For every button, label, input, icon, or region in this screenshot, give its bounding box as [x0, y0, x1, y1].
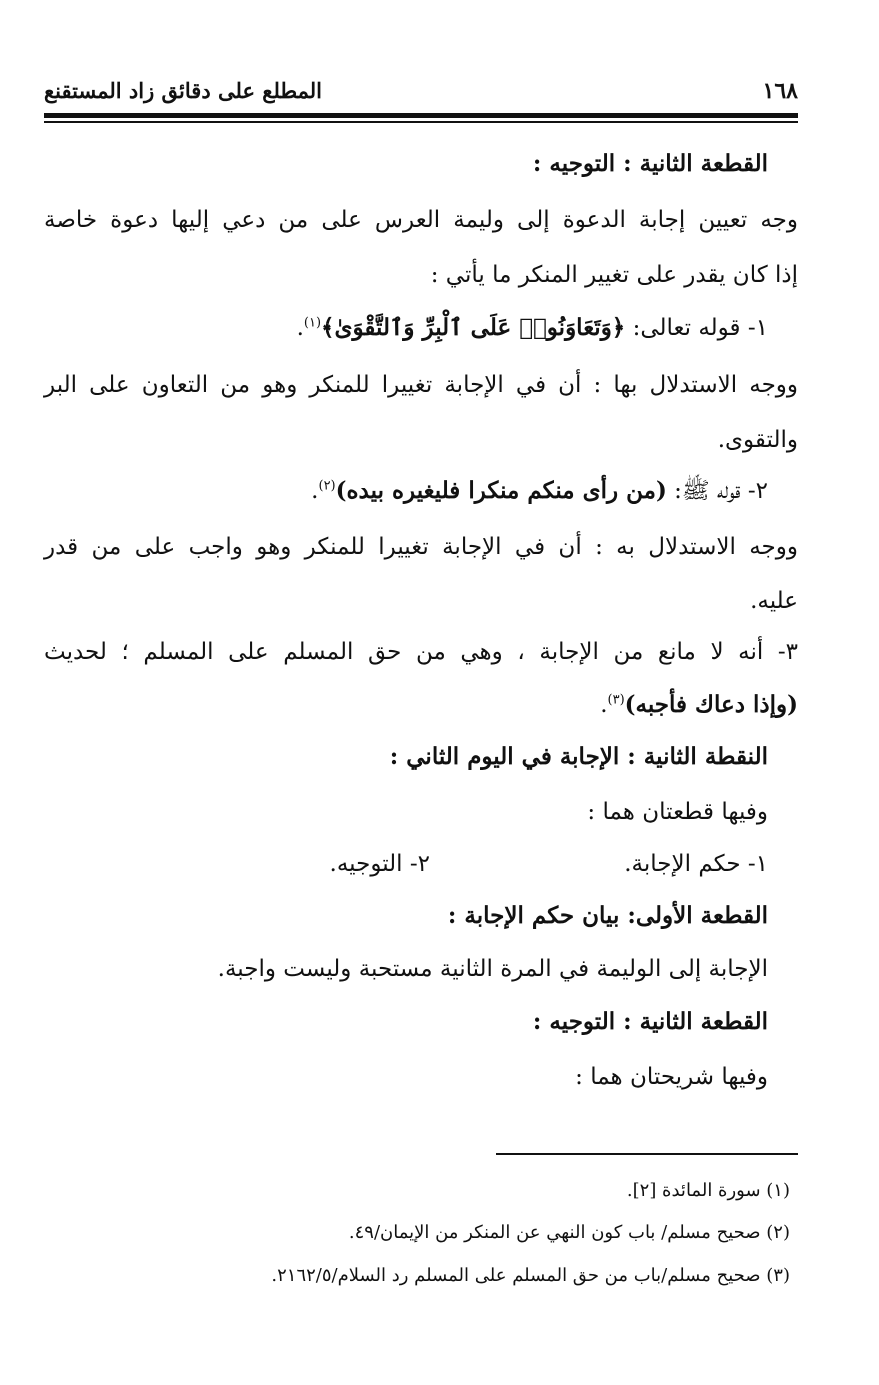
footnote-ref: (٢) — [318, 478, 336, 494]
list-item — [311, 474, 768, 508]
quran-verse: ﴿وَتَعَاوَنُوا۟ عَلَى ٱلْبِرِّ وَٱلتَّقْوَىٰ﴾ — [321, 314, 626, 341]
paragraph-line: وفيها شريحتان هما : — [575, 1064, 768, 1090]
list-item-end: . — [296, 315, 304, 341]
section-heading: النقطة الثانية : الإجابة في اليوم الثاني : — [389, 743, 768, 770]
book-page — [44, 0, 798, 1385]
section-heading: القطعة الأولى: بيان حكم الإجابة : — [447, 902, 768, 929]
paragraph-line: ووجه الاستدلال بها : أن في الإجابة تغييرا للمنكر وهو من التعاون على البر — [44, 372, 798, 398]
list-item: ١- حكم الإجابة. — [624, 851, 768, 877]
list-item: ٣- أنه لا مانع من الإجابة ، وهي من حق المسلم على المسلم ؛ لحديث — [44, 639, 798, 665]
footnote: (٢) صحيح مسلم/ باب كون النهي عن المنكر من الإيمان/٤٩. — [348, 1222, 790, 1243]
footnote-ref: (١) — [303, 315, 322, 331]
list-item-end: . — [311, 478, 319, 504]
paragraph-line: وفيها قطعتان هما : — [587, 799, 768, 825]
list-item: ٢- التوجيه. — [329, 851, 430, 877]
book-title: المطلع على دقائق زاد المستقنع — [44, 78, 323, 103]
footnote: (١) سورة المائدة [٢]. — [626, 1180, 790, 1201]
section-heading: القطعة الثانية : التوجيه : — [532, 1008, 768, 1035]
hadith-quote: (وإذا دعاك فأجبه) — [624, 691, 798, 718]
header-rule-thick — [44, 113, 798, 118]
list-item-end: . — [600, 692, 608, 718]
footnote: (٣) صحيح مسلم/باب من حق المسلم على المسلم رد السلام/٢١٦٢/٥. — [271, 1265, 790, 1286]
paragraph-line: إذا كان يقدر على تغيير المنكر ما يأتي : — [430, 262, 798, 288]
footnote-separator — [496, 1153, 798, 1155]
list-item — [297, 311, 768, 345]
paragraph-line: الإجابة إلى الوليمة في المرة الثانية مستحبة وليست واجبة. — [217, 956, 768, 982]
paragraph-line: والتقوى. — [717, 427, 798, 453]
list-item-prefix: ١- قوله تعالى: — [625, 315, 768, 341]
section-heading: القطعة الثانية : التوجيه : — [532, 150, 768, 177]
paragraph-line: عليه. — [750, 588, 798, 614]
hadith-quote: (من رأى منكم منكرا فليغيره بيده) — [335, 477, 667, 504]
footnote-ref: (٣) — [607, 692, 625, 708]
list-item-prefix: ٢- قوله ﷺ: — [666, 478, 768, 504]
paragraph-line: ووجه الاستدلال به : أن في الإجابة تغييرا للمنكر وهو واجب على من قدر — [44, 534, 798, 560]
running-header — [44, 78, 798, 110]
paragraph-line: وجه تعيين إجابة الدعوة إلى وليمة العرس على من دعي إليها دعوة خاصة — [44, 207, 798, 233]
header-rule-thin — [44, 121, 798, 123]
list-item-continuation — [600, 688, 798, 722]
page-number: ١٦٨ — [762, 78, 798, 104]
